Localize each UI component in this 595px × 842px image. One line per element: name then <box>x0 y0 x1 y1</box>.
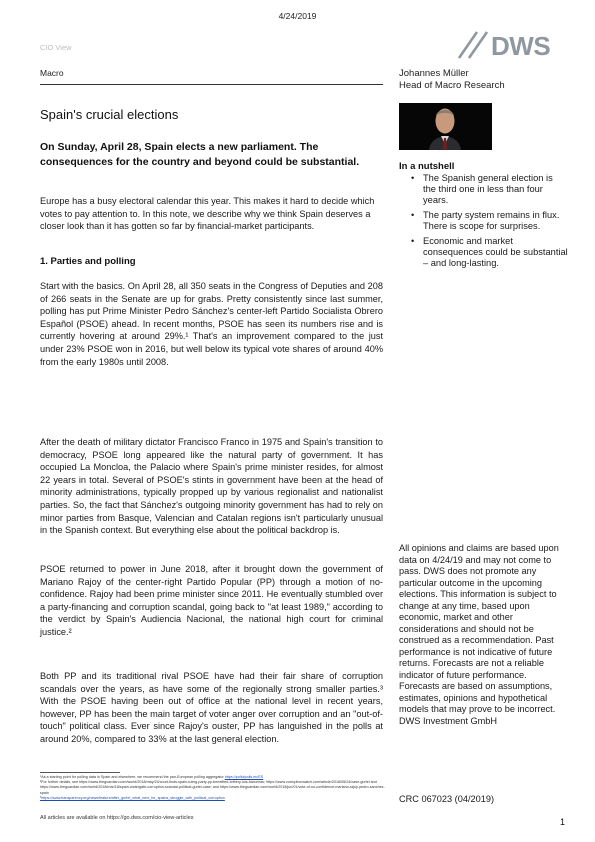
footnote-1-link[interactable]: https://pollofpolls.eu/ES <box>224 775 264 779</box>
articles-availability-note: All articles are available on https://go.dws.com/cio-view-articles <box>40 815 194 821</box>
article-lead: On Sunday, April 28, Spain elects a new parliament. The consequences for the country and beyond could be substantial. <box>40 141 360 168</box>
author-role: Head of Macro Research <box>399 80 505 91</box>
nutshell-list <box>408 173 568 273</box>
cio-view-label: CIO View <box>40 43 72 52</box>
bullet-icon: • <box>411 173 415 183</box>
footnotes <box>40 775 385 801</box>
bullet-icon: • <box>411 210 415 221</box>
author-photo <box>399 103 492 150</box>
section-label: Macro <box>40 68 64 78</box>
footnote-1: ¹As a starting point for polling data in Spain and elsewhere, we recommend the pan-European polling aggregator https://pollofpolls.eu/ES <box>40 775 264 779</box>
intro-paragraph: Europe has a busy electoral calendar this year. This makes it hard to decide which votes to pay attention to. In this note, we describe why we think Spain deserves a closer look than it has gotten so far by financial-market participants. <box>40 196 375 232</box>
footnote-3-link[interactable]: ³https://www.transparency.org/news/feature/after_gurtel_what_next_for_spains_struggle_with_political_corruption <box>40 795 225 800</box>
nutshell-item: • The party system remains in flux. There is scope for surprises. <box>411 210 560 232</box>
footnote-2: ²For further details, see https://www.theguardian.com/world/2018/may/24/court-finds-spain-ruling-party-pp-benefited-bribery-luis-barcenas; https://www.corruptionwatch.com/article/2018/05/24/case-gurtel and https://www.theguardian.com/world/2018/mar/18/spain-watergate-corruption-scandal-political-gurtel-case; and https://www.theguardian.com/world/2018/jun/01/vote-of-no-confidence-mariano-rajoy-pedro-sanchez-spain <box>40 780 385 795</box>
nutshell-item: • The Spanish general election is the third one in less than four years. <box>411 173 553 206</box>
header-divider <box>40 84 383 85</box>
author-name: Johannes Müller <box>399 68 469 79</box>
page-number: 1 <box>560 817 566 827</box>
paragraph-1: Start with the basics. On April 28, all 350 seats in the Congress of Deputies and 208 of 266 seats in the Senate are up for grabs. Pretty consistently since last summer, polling has put Prime Minister Pedro Sánchez's center-left Partido Socialista Obrero Español (PSOE) ahead. In recent months, PSOE has seen its numbers rise and is currently hovering at around 29%.¹ That's an improvement compared to the just under 23% PSOE won in 2016, but well below its typical vote shares of around 40% from the early 1980s until 2008. <box>40 281 383 367</box>
author-block <box>399 68 569 92</box>
bullet-icon: • <box>411 236 415 247</box>
paragraph-3: PSOE returned to power in June 2018, after it brought down the government of Mariano Rajoy of the center-right Partido Popular (PP) through a motion of no-confidence. Rajoy had been prime minister since 2011. He eventually stumbled over a party-financing and corruption scandal, going back to "at least 1989," according to the verdict by Spain's Audiencia Nacional, the national high court for criminal justice.² <box>40 564 383 637</box>
author-portrait-icon <box>399 103 492 150</box>
article-title: Spain's crucial elections <box>40 107 179 122</box>
crc-code: CRC 067023 (04/2019) <box>399 794 494 804</box>
document-date: 4/24/2019 <box>278 11 317 21</box>
paragraph-4: Both PP and its traditional rival PSOE have had their fair share of corruption scandals over the years, as have some of the regionally strong smaller parties.³ With the PSOE having been out of office at the national level in recent years, however, PP has been the main target of voter anger over corruption and an "out-of-touch" political class. Ever since Rajoy's ouster, PP has languished in the polls at around 20%, compared to 33% at the last general election. <box>40 671 383 744</box>
footnote-divider <box>40 772 120 773</box>
section-heading-parties: 1. Parties and polling <box>40 256 136 267</box>
nutshell-item: • Economic and market consequences could be substantial – and long-lasting. <box>411 236 568 269</box>
footnote-3 <box>40 796 385 801</box>
paragraph-2: After the death of military dictator Francisco Franco in 1975 and Spain's transition to democracy, PSOE long appeared like the natural party of government. It has occupied La Moncloa, the Palacio where Spain's prime minister resides, for almost 22 years in total. Several of PSOE's stints in government have been at the head of minority administrations, typically propped up by various regionalist and nationalist parties. So, the fact that Sánchez's outgoing minority government has had to rely on minor parties from Basque, Valencian and Catalan regions isn't particularly unusual in the Spanish context. But everything else about the political backdrop is. <box>40 437 383 536</box>
dws-logo-text: DWS <box>491 31 551 61</box>
nutshell-title: In a nutshell <box>399 161 455 172</box>
disclaimer-text: All opinions and claims are based upon data on 4/24/19 and may not come to pass. DWS does not promote any particular outcome in the upcoming elections. This information is subject to change at any time, based upon economic, market and other considerations and should not be construed as a recommendation. Past performance is not indicative of future returns. Forecasts are not a reliable indicator of future performance. Forecasts are based on assumptions, estimates, opinions and hypothetical models that may prove to be incorrect. DWS Investment GmbH <box>399 543 559 726</box>
